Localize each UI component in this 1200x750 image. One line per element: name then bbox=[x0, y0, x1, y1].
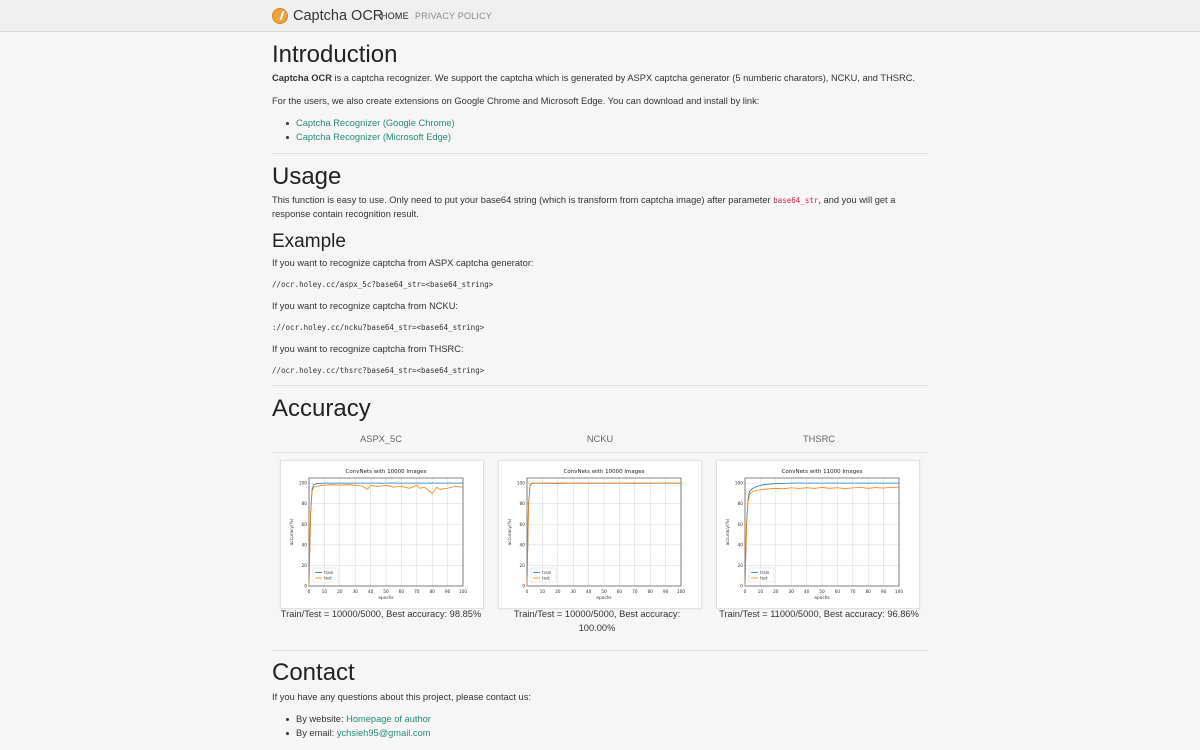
accuracy-chart-aspx bbox=[281, 461, 483, 608]
y-tick-label: 0 bbox=[304, 584, 307, 590]
legend-label-train: train bbox=[760, 570, 770, 575]
usage-text-after: , and you will get a response contain recognition result. bbox=[272, 195, 896, 219]
x-tick-label: 70 bbox=[850, 590, 856, 595]
y-tick-label: 40 bbox=[301, 543, 307, 549]
usage-text-before: This function is easy to use. Only need to put your base64 string (which is transform from captcha image) after parameter bbox=[272, 195, 774, 205]
accuracy-header-aspx: ASPX_5C bbox=[360, 434, 402, 444]
edge-extension-link[interactable]: Captcha Recognizer (Microsoft Edge) bbox=[296, 131, 452, 142]
y-tick-label: 20 bbox=[301, 563, 307, 569]
legend-label-test: test bbox=[324, 575, 332, 581]
author-email-link[interactable]: ychsieh95@gmail.com bbox=[336, 727, 431, 738]
accuracy-column-aspx bbox=[276, 434, 486, 444]
x-tick-label: 80 bbox=[865, 590, 871, 595]
x-tick-label: 40 bbox=[367, 590, 374, 595]
x-tick-label: 100 bbox=[894, 590, 904, 595]
y-tick-label: 0 bbox=[522, 584, 525, 590]
x-tick-label: 90 bbox=[662, 590, 669, 595]
y-tick-label: 20 bbox=[737, 563, 743, 569]
accuracy-heading: Accuracy bbox=[272, 395, 371, 422]
extensions-text: For the users, we also create extensions on Google Chrome and Microsoft Edge. You can download and install by link: bbox=[272, 96, 760, 106]
example-code-aspx: //ocr.holey.cc/aspx_5c?base64_str=<base64_string> bbox=[272, 280, 494, 289]
accuracy-chart-ncku bbox=[499, 461, 701, 608]
y-tick-label: 80 bbox=[519, 502, 525, 508]
legend-label-test: test bbox=[760, 575, 768, 581]
accuracy-header-ncku: NCKU bbox=[586, 434, 614, 444]
x-axis-label: epochs bbox=[814, 596, 830, 601]
x-tick-label: 20 bbox=[555, 590, 561, 595]
introduction-text bbox=[272, 72, 928, 86]
website-label: By website: bbox=[296, 714, 347, 724]
x-tick-label: 40 bbox=[585, 590, 592, 595]
section-divider bbox=[272, 153, 928, 154]
accuracy-caption-cell-aspx bbox=[276, 608, 486, 622]
example-code-ncku: ://ocr.holey.cc/ncku?base64_str=<base64_string> bbox=[272, 323, 485, 332]
x-tick-label: 0 bbox=[525, 590, 529, 595]
nav-privacy-policy-link[interactable]: PRIVACY POLICY bbox=[415, 10, 492, 21]
nav-home-link[interactable]: HOME bbox=[381, 10, 409, 21]
legend-label-train: train bbox=[324, 570, 334, 575]
x-axis-label: epochs bbox=[596, 596, 612, 601]
x-tick-label: 70 bbox=[414, 590, 420, 595]
accuracy-caption-ncku: Train/Test = 10000/5000, Best accuracy: 100.00% bbox=[513, 609, 681, 633]
list-item bbox=[272, 727, 431, 741]
legend-label-test: test bbox=[542, 575, 550, 581]
x-tick-label: 100 bbox=[458, 590, 468, 595]
list-item bbox=[272, 117, 455, 131]
x-tick-label: 80 bbox=[429, 590, 435, 595]
list-item bbox=[272, 713, 431, 727]
y-tick-label: 100 bbox=[516, 481, 525, 487]
accuracy-caption-cell-thsrc bbox=[714, 608, 924, 622]
email-label: By email: bbox=[296, 727, 337, 738]
y-tick-label: 40 bbox=[519, 543, 525, 549]
chart-card-thsrc bbox=[716, 460, 920, 609]
extension-links-list bbox=[272, 117, 455, 144]
list-item bbox=[272, 131, 455, 145]
x-tick-label: 0 bbox=[743, 590, 747, 595]
x-tick-label: 90 bbox=[880, 590, 887, 595]
x-tick-label: 60 bbox=[834, 590, 841, 595]
x-tick-label: 30 bbox=[352, 590, 358, 595]
accuracy-column-thsrc bbox=[714, 434, 924, 444]
accuracy-caption-cell-ncku bbox=[495, 608, 699, 635]
legend-label-train: train bbox=[542, 570, 552, 575]
x-tick-label: 100 bbox=[676, 590, 686, 595]
contact-text: If you have any questions about this project, please contact us: bbox=[272, 692, 531, 702]
y-tick-label: 20 bbox=[519, 563, 525, 569]
x-tick-label: 50 bbox=[601, 590, 607, 595]
section-divider bbox=[272, 385, 928, 386]
x-tick-label: 50 bbox=[819, 590, 825, 595]
contact-heading: Contact bbox=[272, 659, 355, 686]
x-tick-label: 10 bbox=[539, 590, 546, 595]
y-tick-label: 60 bbox=[519, 522, 525, 528]
author-homepage-link[interactable]: Homepage of author bbox=[346, 714, 431, 724]
example-desc-ncku: If you want to recognize captcha from NCKU: bbox=[272, 301, 459, 311]
x-axis-label: epochs bbox=[378, 596, 394, 601]
chart-card-ncku bbox=[498, 460, 702, 609]
table-header-divider bbox=[272, 452, 928, 453]
x-tick-label: 60 bbox=[616, 590, 623, 595]
x-tick-label: 20 bbox=[337, 590, 343, 595]
y-tick-label: 100 bbox=[734, 481, 743, 487]
x-tick-label: 90 bbox=[444, 590, 451, 595]
y-axis-label: accuracy(%) bbox=[508, 518, 513, 546]
x-tick-label: 0 bbox=[307, 590, 311, 595]
example-desc-aspx: If you want to recognize captcha from ASPX captcha generator: bbox=[272, 258, 534, 268]
x-tick-label: 80 bbox=[647, 590, 653, 595]
x-tick-label: 70 bbox=[632, 590, 638, 595]
chart-title: ConvNets with 11000 Images bbox=[781, 469, 863, 475]
usage-param-code: base64_str bbox=[773, 196, 819, 205]
x-tick-label: 40 bbox=[803, 590, 810, 595]
y-tick-label: 60 bbox=[737, 522, 743, 528]
intro-bold-name: Captcha OCR bbox=[272, 73, 332, 83]
x-tick-label: 50 bbox=[383, 590, 389, 595]
chart-title: ConvNets with 10000 Images bbox=[345, 469, 427, 475]
y-tick-label: 60 bbox=[301, 522, 307, 528]
accuracy-column-ncku bbox=[495, 434, 705, 444]
y-tick-label: 100 bbox=[298, 481, 307, 487]
y-tick-label: 80 bbox=[301, 502, 307, 508]
y-tick-label: 0 bbox=[740, 584, 743, 590]
chart-card-aspx bbox=[280, 460, 484, 609]
navbar bbox=[0, 0, 1200, 32]
y-axis-label: accuracy(%) bbox=[726, 518, 731, 546]
x-tick-label: 30 bbox=[570, 590, 576, 595]
x-tick-label: 30 bbox=[788, 590, 794, 595]
contact-list bbox=[272, 713, 431, 740]
brand-name: Captcha OCR bbox=[293, 7, 384, 24]
y-axis-label: accuracy(%) bbox=[290, 518, 295, 546]
chart-title: ConvNets with 10000 Images bbox=[563, 469, 645, 475]
example-heading: Example bbox=[272, 231, 346, 252]
usage-heading: Usage bbox=[272, 163, 342, 190]
example-code-thsrc: //ocr.holey.cc/thsrc?base64_str=<base64_string> bbox=[272, 366, 485, 375]
accuracy-caption-aspx: Train/Test = 10000/5000, Best accuracy: 98.85% bbox=[280, 609, 482, 619]
brand-link[interactable] bbox=[272, 0, 383, 31]
y-tick-label: 80 bbox=[737, 502, 743, 508]
accuracy-header-thsrc: THSRC bbox=[802, 434, 836, 444]
introduction-heading: Introduction bbox=[272, 41, 398, 68]
accuracy-caption-thsrc: Train/Test = 11000/5000, Best accuracy: 96.86% bbox=[719, 609, 919, 619]
intro-description: is a captcha recognizer. We support the captcha which is generated by ASPX captcha generator (5 numberic charators), NCKU, and THSRC. bbox=[331, 73, 915, 83]
section-divider bbox=[272, 650, 928, 651]
x-tick-label: 10 bbox=[321, 590, 328, 595]
y-tick-label: 40 bbox=[737, 543, 743, 549]
usage-text bbox=[272, 194, 928, 221]
example-desc-thsrc: If you want to recognize captcha from THSRC: bbox=[272, 344, 464, 354]
x-tick-label: 10 bbox=[757, 590, 764, 595]
x-tick-label: 20 bbox=[773, 590, 779, 595]
chrome-extension-link[interactable]: Captcha Recognizer (Google Chrome) bbox=[296, 118, 455, 128]
captcha-logo-icon bbox=[272, 8, 288, 24]
accuracy-chart-thsrc bbox=[717, 461, 919, 608]
x-tick-label: 60 bbox=[398, 590, 405, 595]
